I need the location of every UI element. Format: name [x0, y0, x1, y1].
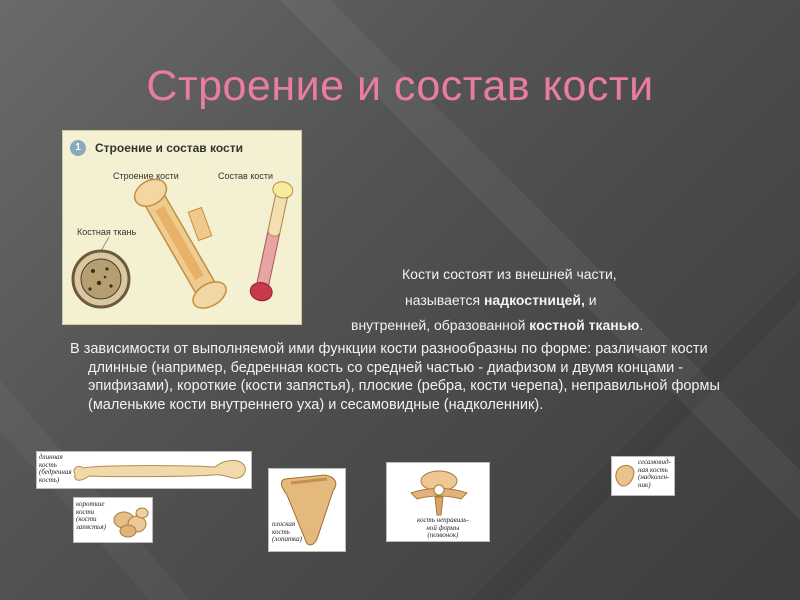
- term-bone-tissue: костной тканью: [529, 317, 640, 333]
- long-bone-image: длинная кость (бедренная кость): [36, 451, 252, 489]
- short-bones-image: короткие кости (кости запястья): [73, 497, 153, 543]
- text-line-outer-part: Кости состоят из внешней части,: [402, 266, 617, 282]
- term-periosteum: надкостницей,: [483, 292, 585, 308]
- bone-structure-illustration: [62, 130, 302, 325]
- illustration-heading: Строение и состав кости: [95, 141, 243, 155]
- irregular-bone-image: кость неправиль- ной формы (позвонок): [386, 462, 490, 542]
- slide-title: Строение и состав кости: [146, 62, 654, 110]
- flat-bone-image: плоская кость (лопатка): [268, 468, 346, 552]
- bone-types-text: В зависимости от выполняемой ими функции кости разнообразны по форме: различают кости длинные (например, бедренная кость со средней частью - диафизом и двумя концами - эпифизами), короткие (кости запястья), плоские (ребра, кости черепа), неправильной формы (маленькие кости внутреннего уха) и сесамовидные (надколенник).: [70, 341, 720, 413]
- text-line-periosteum: называется надкостницей, и: [405, 292, 597, 308]
- figure-number-badge: 1: [70, 140, 86, 156]
- label-structure: Строение кости: [113, 171, 179, 181]
- label-bone-tissue: Костная ткань: [77, 227, 137, 237]
- text-line-bone-tissue: внутренней, образованной костной тканью.: [351, 317, 644, 333]
- sesamoid-bone-image: сесамовид- ная кость (надколен- ник): [611, 456, 675, 496]
- label-composition: Состав кости: [218, 171, 274, 181]
- bone-types-paragraph: [62, 340, 722, 414]
